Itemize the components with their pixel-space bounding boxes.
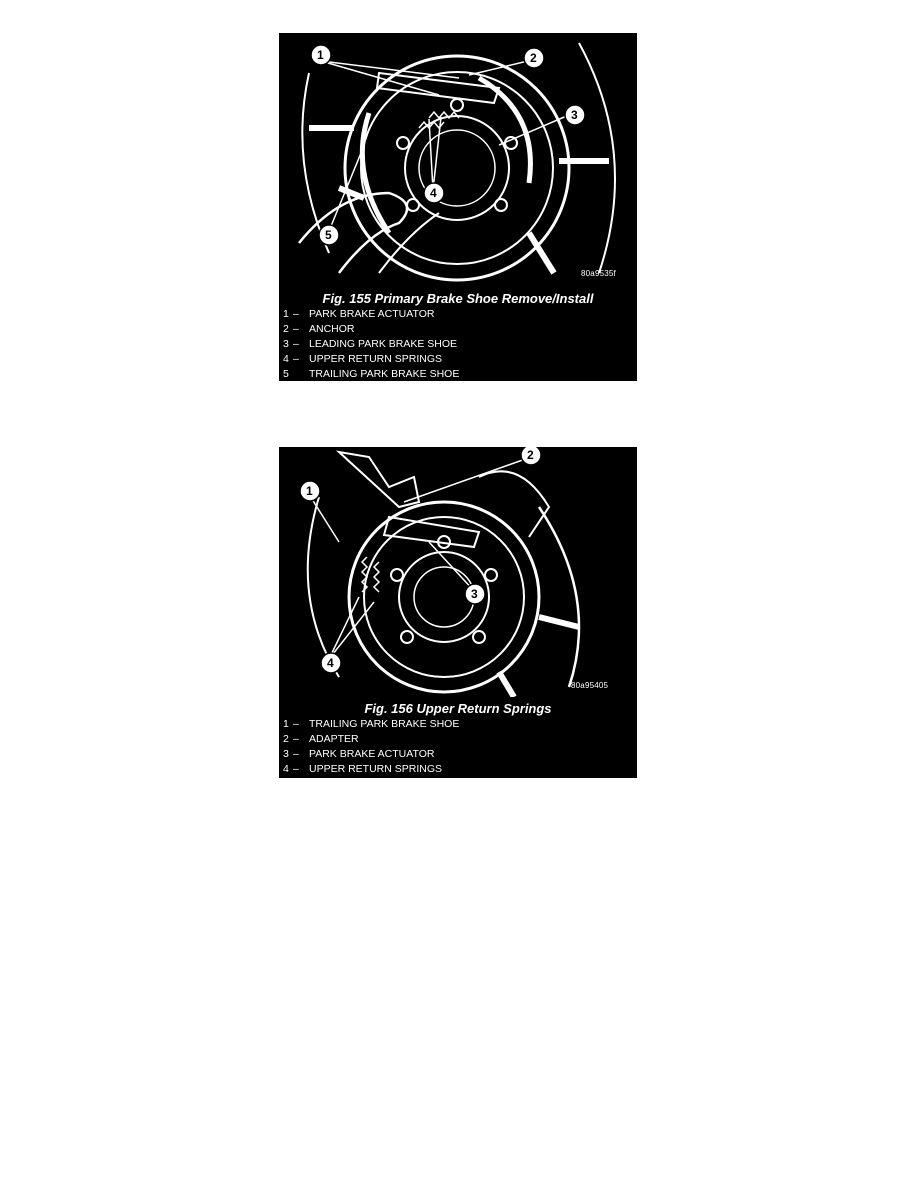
callout-2 bbox=[524, 48, 544, 68]
svg-text:3: 3 bbox=[571, 108, 578, 122]
callout-5 bbox=[319, 225, 339, 245]
svg-text:3: 3 bbox=[471, 587, 478, 601]
svg-text:4: 4 bbox=[327, 656, 334, 670]
figure-code: 80a95405 bbox=[571, 681, 609, 690]
callout-4 bbox=[321, 653, 341, 673]
callout-3 bbox=[565, 105, 585, 125]
legend-item: 2 – ANCHOR bbox=[283, 323, 355, 335]
figure-caption: Fig. 155 Primary Brake Shoe Remove/Install bbox=[322, 291, 594, 306]
svg-text:2: 2 bbox=[530, 51, 537, 65]
legend-item: 4 – UPPER RETURN SPRINGS bbox=[283, 763, 443, 775]
callout-2 bbox=[521, 447, 541, 465]
figure-156 bbox=[279, 447, 637, 778]
legend-item: 4 – UPPER RETURN SPRINGS bbox=[283, 353, 443, 365]
legend-item: 2 – ADAPTER bbox=[283, 733, 359, 745]
callout-3 bbox=[465, 584, 485, 604]
svg-text:5: 5 bbox=[325, 228, 332, 242]
figure-code: 80a9535f bbox=[581, 269, 616, 278]
legend-item: 5 TRAILING PARK BRAKE SHOE bbox=[283, 368, 460, 380]
legend bbox=[283, 717, 459, 777]
svg-text:2: 2 bbox=[527, 448, 534, 462]
figure-caption: Fig. 156 Upper Return Springs bbox=[364, 701, 552, 716]
callout-1 bbox=[300, 481, 320, 501]
legend-item: 3 – PARK BRAKE ACTUATOR bbox=[283, 748, 435, 760]
legend-item: 3 – LEADING PARK BRAKE SHOE bbox=[283, 338, 458, 350]
callout-1 bbox=[311, 45, 331, 65]
callout-4 bbox=[424, 183, 444, 203]
brake-shoe-illustration-156 bbox=[279, 447, 637, 697]
legend-item: 1 – TRAILING PARK BRAKE SHOE bbox=[283, 718, 460, 730]
svg-text:1: 1 bbox=[306, 484, 313, 498]
svg-text:1: 1 bbox=[317, 48, 324, 62]
figure-155 bbox=[279, 33, 637, 381]
legend bbox=[283, 307, 459, 381]
brake-shoe-illustration-155 bbox=[279, 33, 637, 293]
legend-item: 1 – PARK BRAKE ACTUATOR bbox=[283, 308, 435, 320]
svg-text:4: 4 bbox=[430, 186, 437, 200]
